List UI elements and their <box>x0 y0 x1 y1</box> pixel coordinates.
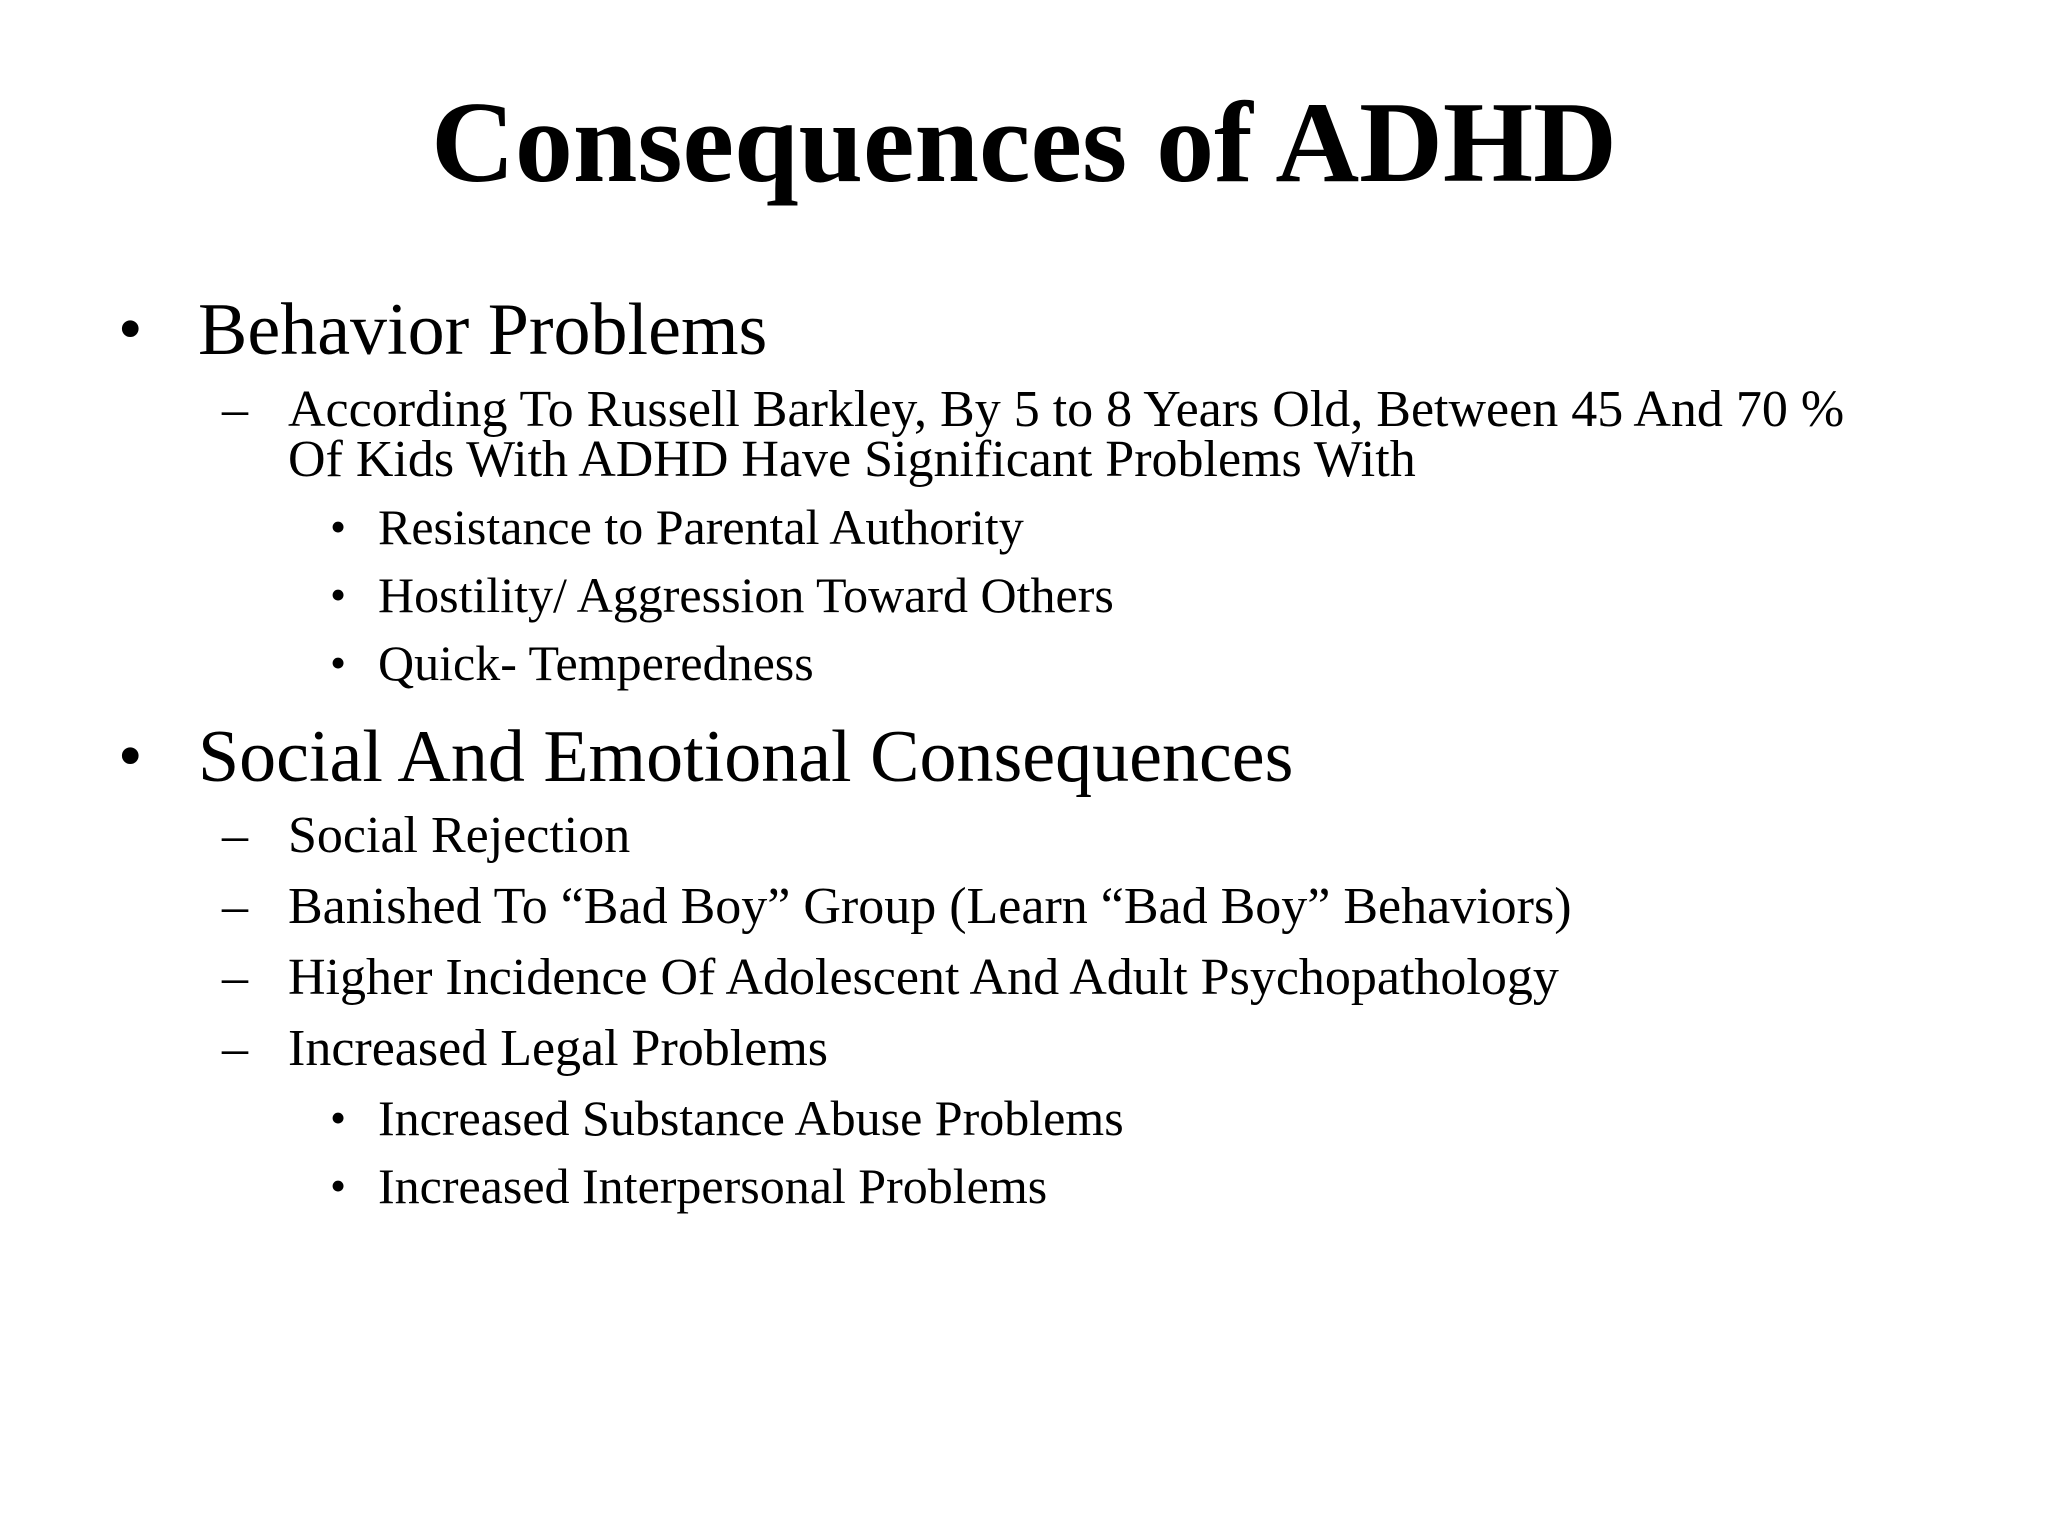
bullet-marker: • <box>330 637 347 688</box>
list-item-text: Increased Substance Abuse Problems <box>378 1090 1124 1146</box>
bullet-text: Social And Emotional Consequences <box>198 716 1294 798</box>
list-item-text: Increased Interpersonal Problems <box>378 1158 1048 1214</box>
list-item-text: Hostility/ Aggression Toward Others <box>378 567 1114 623</box>
sub-bullet-text: Banished To “Bad Boy” Group (Learn “Bad Boy” Behaviors) <box>288 878 1572 935</box>
sub-bullet-text: Higher Incidence Of Adolescent And Adult Psychopathology <box>288 949 1559 1006</box>
sub-bullet-text: Social Rejection <box>288 807 631 864</box>
list-item-text: Resistance to Parental Authority <box>378 499 1024 555</box>
dash-marker: – <box>222 381 248 438</box>
dash-marker: – <box>222 807 248 864</box>
sub-bullet-text: Increased Legal Problems <box>288 1020 829 1077</box>
bullet-marker: • <box>330 1160 347 1211</box>
dash-marker: – <box>222 878 248 935</box>
bullet-marker: • <box>118 718 143 795</box>
sub-bullet-text-line2: Of Kids With ADHD Have Significant Problems With <box>288 431 1416 488</box>
bullet-marker: • <box>330 501 347 552</box>
dash-marker: – <box>222 1020 248 1077</box>
slide-title: Consequences of ADHD <box>431 79 1617 207</box>
sub-bullet-text-line1: According To Russell Barkley, By 5 to 8 Years Old, Between 45 And 70 % <box>288 381 1845 438</box>
bullet-marker: • <box>330 1092 347 1143</box>
bullet-marker: • <box>118 291 143 368</box>
bullet-marker: • <box>330 569 347 620</box>
dash-marker: – <box>222 949 248 1006</box>
list-item-text: Quick- Temperedness <box>378 635 814 691</box>
bullet-text: Behavior Problems <box>198 289 768 371</box>
